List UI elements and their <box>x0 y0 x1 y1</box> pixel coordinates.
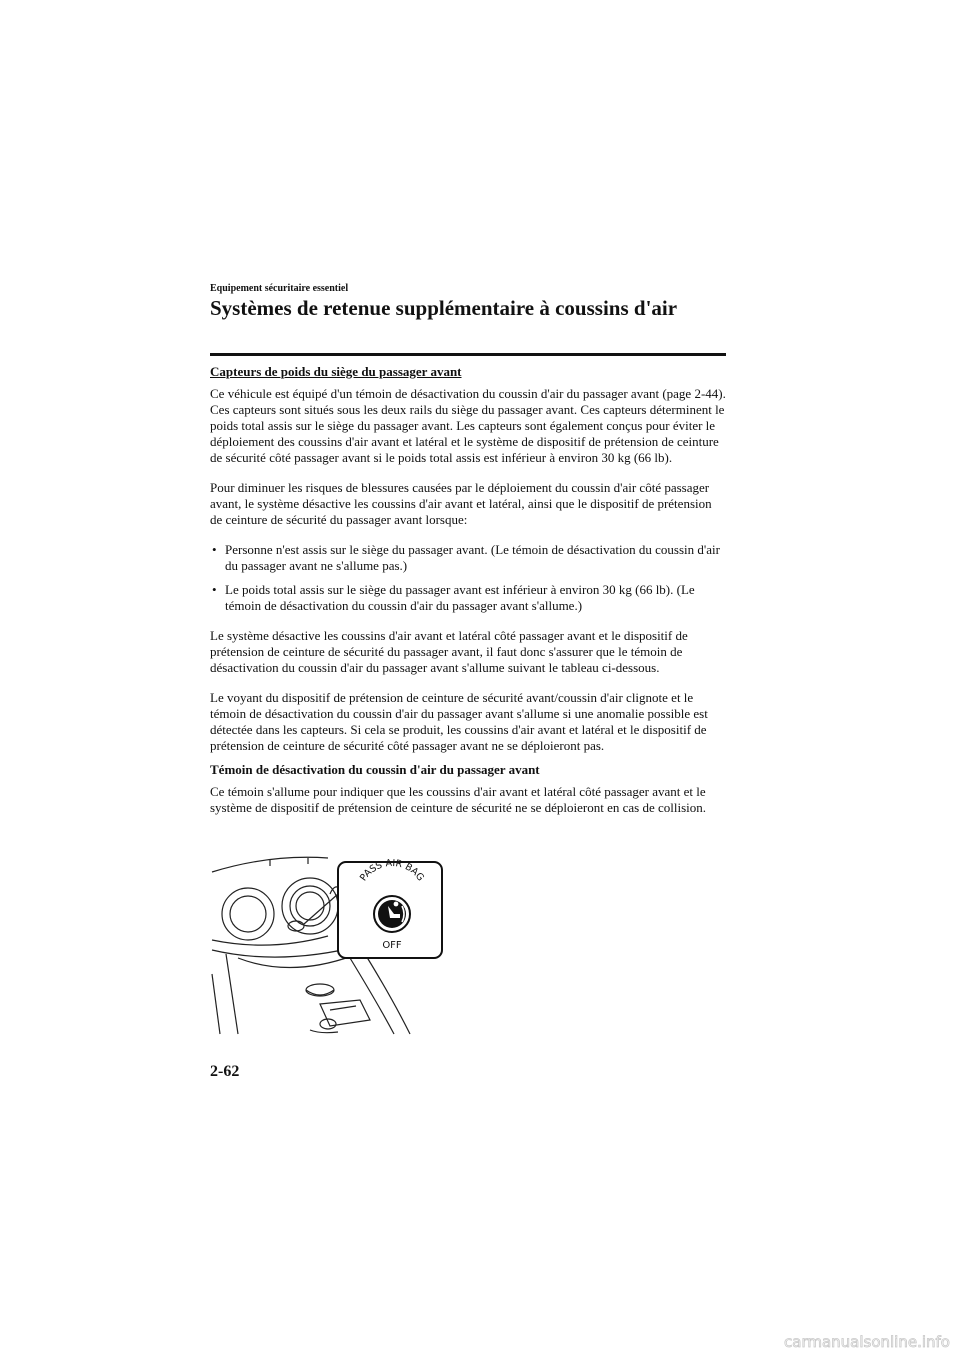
page-title: Systèmes de retenue supplémentaire à coussins d'air <box>210 296 678 320</box>
paragraph-4: Le voyant du dispositif de prétension de ceinture de sécurité avant/coussin d'air clignote et le témoin de désactivation du coussin d'air du passager avant s'allume si une anomalie possible est détectée dans les capteurs. Si cela se produit, les coussins d'air avant et latéral et le dispositif de prétension de ceinture de sécurité côté passager avant ne se déploieront pas. <box>210 690 708 753</box>
page-number: 2-62 <box>210 1063 240 1080</box>
bullet-icon: • <box>212 542 217 557</box>
indicator-top-label: PASS AIR BAG <box>357 857 426 884</box>
watermark-logo <box>700 1332 950 1352</box>
list-item <box>210 582 726 614</box>
body-text <box>210 364 726 816</box>
section-label: Equipement sécuritaire essentiel <box>210 283 349 294</box>
subheading-seat-weight-sensors: Capteurs de poids du siège du passager avant <box>210 364 462 379</box>
heading-indicator: Témoin de désactivation du coussin d'air du passager avant <box>210 762 540 777</box>
svg-text:carmanualsonline.info: carmanualsonline.info <box>784 1333 950 1351</box>
list-item-text: Personne n'est assis sur le siège du passager avant. (Le témoin de désactivation du coussin d'air du passager avant ne s'allume pas.) <box>225 542 720 573</box>
bullet-list <box>210 542 726 614</box>
dashboard-illustration <box>210 854 450 1038</box>
list-item-text: Le poids total assis sur le siège du passager avant est inférieur à environ 30 kg (66 lb). (Le témoin de désactivation du coussin d'air du passager avant s'allume.) <box>225 582 695 613</box>
paragraph-1: Ce véhicule est équipé d'un témoin de désactivation du coussin d'air du passager avant (page 2-44). Ces capteurs sont situés sous les deux rails du siège du passager avant. Ces capteurs déterminent le poids total assis sur le siège du passager avant. Les capteurs sont également conçus pour éviter le déploiement des coussins d'air avant et latéral et le système de dispositif de prétension de ceinture de sécurité côté passager avant si le poids total assis est inférieur à environ 30 kg (66 lb). <box>210 386 726 465</box>
paragraph-3: Le système désactive les coussins d'air avant et latéral côté passager avant et le dispositif de prétension de ceinture de sécurité du passager avant, il faut donc s'assurer que le témoin de désactivation du coussin d'air du passager avant s'allume suivant le tableau ci-dessous. <box>210 628 688 675</box>
title-rule <box>210 353 726 356</box>
bullet-icon: • <box>212 582 217 597</box>
list-item <box>210 542 726 574</box>
paragraph-2: Pour diminuer les risques de blessures causées par le déploiement du coussin d'air côté passager avant, le système désactive les coussins d'air avant et latéral, ainsi que le dispositif de prétension de ceinture de sécurité du passager avant lorsque: <box>210 480 712 527</box>
paragraph-5: Ce témoin s'allume pour indiquer que les coussins d'air avant et latéral côté passager avant et le système de dispositif de prétension de ceinture de sécurité ne se déploieront en cas de collision. <box>210 784 707 815</box>
indicator-bottom-label: OFF <box>382 940 402 951</box>
pass-airbag-off-indicator-icon <box>338 858 442 958</box>
